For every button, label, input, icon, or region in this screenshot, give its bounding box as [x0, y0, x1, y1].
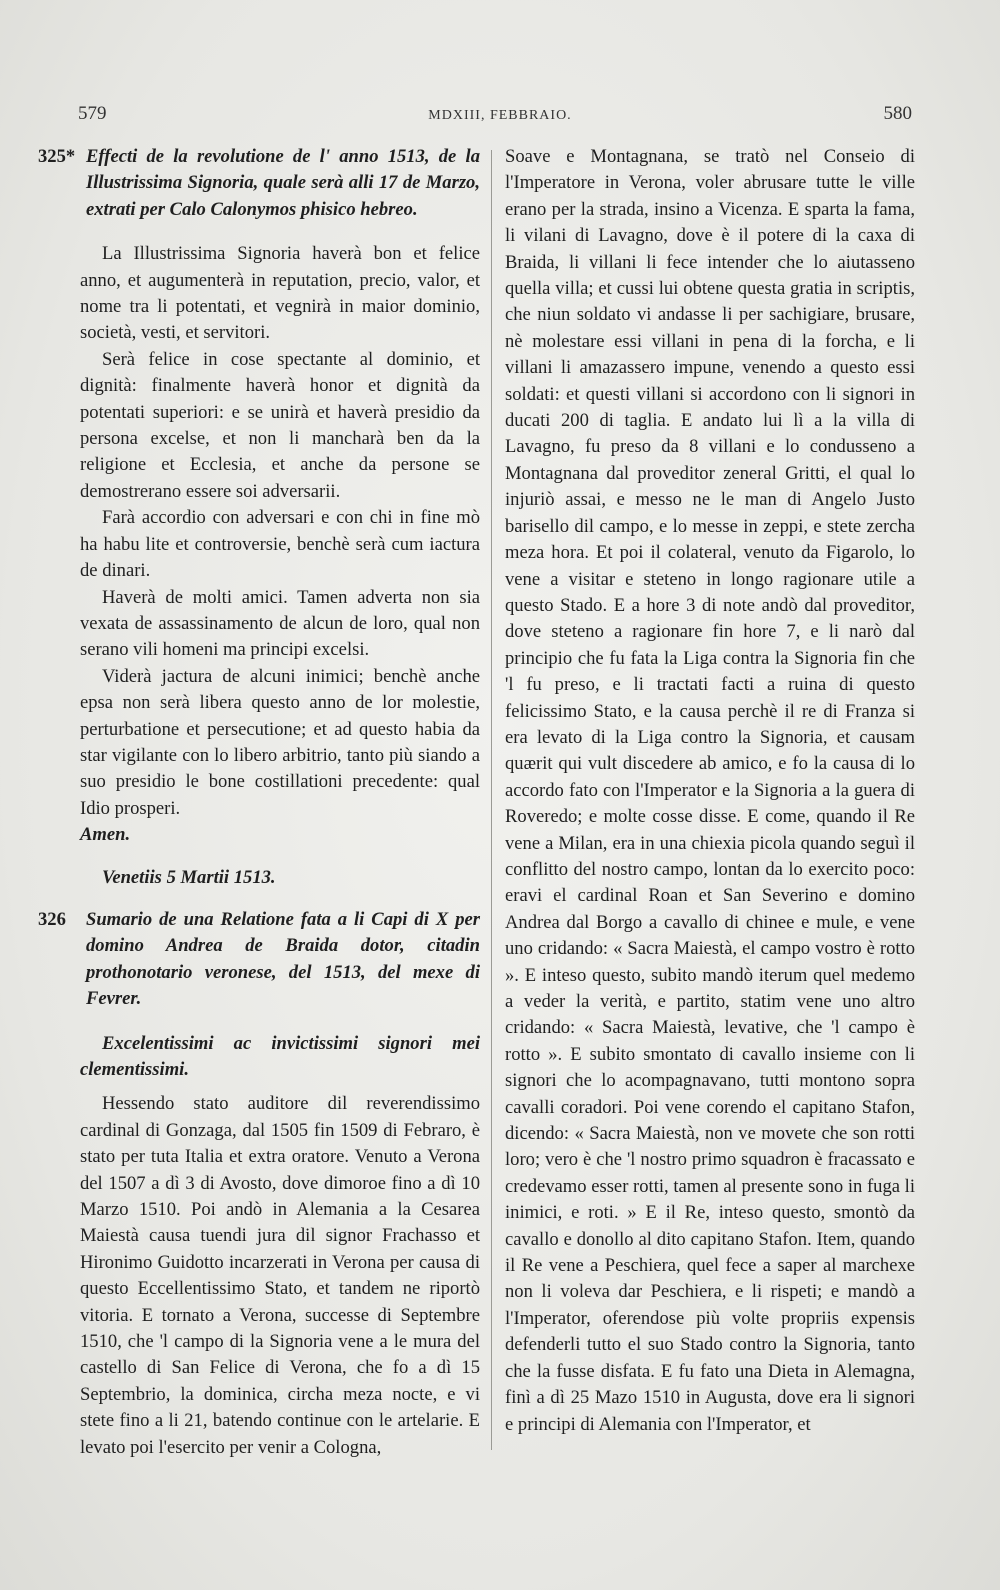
entry-number: 325* — [38, 146, 76, 167]
right-column — [505, 144, 915, 1438]
entry-title: Effecti de la revolutione de l' anno 1513, de la Illustrissima Signoria, quale serà alli 17 de Marzo, extrati per Calo Calonymos phisico hebreo. — [86, 146, 480, 220]
right-column-text: Soave e Montagnana, se tratò nel Conseio di l'Imperatore in Verona, voler abrusare tutte le ville erano per la strada, insino a Vicenza. E sparta la fama, li vilani di Lavagno, dove è il potere di la caxa di Braida, li villani li fece intender che lo aiutasseno quella villa; et cussi lui obtene questa gratia in scriptis, che niun soldato vi andasse li per sachigiare, brusare, nè molestare essi villani in pena di la forcha, e li villani li amazassero impune, venendo a questo essi soldati: et questi villani si accordono con li signori in ducati 200 di taglia. E andato lui lì a la villa di Lavagno, fu preso da 8 villani e lo condusseno a Montagnana dal proveditor zeneral Gritti, el qual lo injuriò assai, e messo ne le man di Angelo Justo barisello dil campo, e lo messe in zeppi, e stete zercha meza hora. Et poi il colateral, venuto da Figarolo, lo vene a visitar e steteno in longo ragionare utile a questo Stado. E a hore 3 di note andò dal proveditor, dove steteno a ragionare fin hore 7, e li narò dal principio che fu fata la Liga contra la Signoria fin che 'l fu preso, e li tractati facti a ruina di questo felicissimo Stato, e la causa perchè il re di Franza si era levato di la Liga contro la Signoria, et causam quærit qui vult discedere ab amico, e fo la causa di lo accordo fato con l'Imperator e la Signoria a la guera di Roveredo; e molte cosse disse. E come, quando il Re vene a Milan, era in una chiexia picola quando seguì il conflitto del nostro campo, lontan da lo exercito poco: eravi el cardinal Roan et San Severino e domino Andrea dal Borgo a cavallo di chinee e mule, e vene uno cridando: « Sacra Maiestà, el campo vostro è rotto ». E inteso questo, subito mandò iterum quel medemo a veder la verità, e partito, statim vene uno altro cridando: « Sacra Maiestà, levative, che 'l campo è rotto ». E subito smontato di cavallo insieme con li signori che lo acompagnavano, tutti montono sopra cavalli coradori. Poi vene corendo el capitano Stafon, dicendo: « Sacra Maiestà, non ve movete che son rotti loro; vero è che 'l nostro primo squadron è fracassato e credevamo esser rotti, tamen al presente sono in fuga li inimici, e roti. » E il Re, inteso questo, smontò da cavallo e donollo al dito capitano Stafon. Item, quando il Re vene a Peschiera, quel fece a saper al marchexe non li voleva dar Peschiera, e li rispeti; e mandò a l'Imperator, oferendose più volte propriis expensis defenderli tutto el suo Stado contro la Signoria, tanto che la fusse disfata. E fu fato una Dieta in Alemagna, finì a dì 25 Mazo 1510 in Augusta, dove era li signori e principi di Alemania con l'Imperator, et — [505, 146, 915, 1435]
paragraph: Haverà de molti amici. Tamen adverta non sia vexata de assassinamento de alcun de loro, qual non serano vili homeni ma principi excelsi. — [80, 586, 480, 661]
paragraph: Viderà jactura de alcuni inimici; benchè anche epsa non serà libera questo anno de lor molestie, perturbatione et persecutione; et ad questo habia da star vigilante con lo libero arbitrio, tanto più siando a suo presidio le bone costillationi precedente: qual Idio prosperi. — [80, 665, 480, 819]
salutation: Excelentissimi ac invictissimi signori mei clementissimi. — [80, 1032, 480, 1080]
paragraph: Farà accordio con adversari e con chi in fine mò ha habu lite et controversie, benchè serà cum iactura de dinari. — [80, 507, 480, 582]
entry-326-heading — [38, 907, 480, 1013]
paragraph: Hessendo stato auditore dil reverendissimo cardinal di Gonzaga, dal 1505 fin 1509 di Febraro, è stato per tuta Italia et extra oratore. Venuto a Verona del 1507 a dì 3 di Avosto, dove dimoroe fino a dì 10 Marzo 1510. Poi andò in Alemania a la Cesarea Maiestà causa tuendi jura dil signor Frachasso et Hironimo Guidotto incarzerati in Verona per causa di questo Eccellentissimo Stato, et tandem ne riportò vitoria. E tornato a Verona, successe di Septembre 1510, che 'l campo di la Signoria vene a le mura del castello di San Felice di Verona, che fo a dì 15 Septembrio, la dominica, circha meza nocte, e vi stete fino a li 21, batendo continue con le artelarie. E levato poi l'esercito per venir a Cologna, — [80, 1093, 480, 1458]
right-page-number: 580 — [883, 103, 912, 124]
place-date: Venetiis 5 Martii 1513. — [102, 866, 276, 888]
paragraph: Serà felice in cose spectante al dominio, et dignità: finalmente haverà honor et dignità da potentati superiori: e se unirà et haverà presidio da persona excelse, et non li mancharà ben da la religione et Ecclesia, et anche da persone se demostrerano essere soi adversarii. — [80, 348, 480, 502]
closing-amen: Amen. — [80, 824, 131, 846]
entry-325-heading — [38, 144, 480, 223]
left-column — [38, 144, 480, 1461]
column-divider — [491, 150, 492, 1450]
entry-number: 326 — [38, 908, 66, 930]
entry-title: Sumario de una Relatione fata a li Capi di X per domino Andrea de Braida dotor, citadin prothonotario veronese, del 1513, del mexe di Fevrer. — [86, 908, 480, 1010]
running-header: MDXIII, FEBBRAIO. — [428, 108, 572, 123]
paragraph: La Illustrissima Signoria haverà bon et felice anno, et augumenterà in reputation, precio, valor, et nome tra li potentati, et vegnirà in maior dominio, società, vesti, et servitori. — [80, 243, 480, 344]
left-page-number: 579 — [78, 103, 107, 124]
